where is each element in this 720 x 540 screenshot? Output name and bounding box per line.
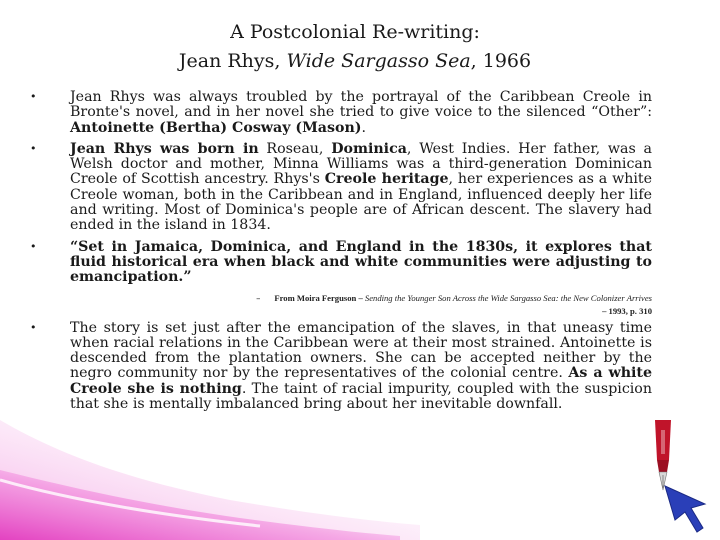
bullet-list — [28, 90, 652, 412]
bullet-text: , West Indies. Her father, was a Welsh doctor and mother, Minna Williams was a third-generation Dominican Creole of Scottish ancestry. Rhys's — [70, 140, 652, 188]
source-prefix: From Moira Ferguson – — [274, 292, 365, 303]
title-line-2 — [120, 47, 590, 76]
quote-text: “Set in Jamaica, Dominica, and England in the 1830s, it explores that fluid historical era when black and white communities were adjusting to emancipation.” — [70, 238, 652, 286]
bullet-marker: • — [30, 141, 37, 155]
title-book: Wide Sargasso Sea — [286, 50, 471, 72]
bullet-bold-text: Jean Rhys was born in — [70, 140, 259, 157]
bullet-marker: • — [30, 90, 37, 103]
bullet-text: , her experiences as a white Creole woman, both in the Caribbean and in England, influenced deeply her life and writing. Most of Dominica's people are of African descent. The slavery had ended in the island in 1834. — [70, 171, 652, 234]
source-year: – 1993, p. 310 — [602, 305, 652, 316]
bullet-marker: • — [30, 239, 37, 253]
slide-title — [120, 18, 590, 76]
bullet-text: . — [361, 119, 366, 136]
bullet-text: Roseau, — [258, 140, 332, 157]
bullet-item-quote — [28, 240, 652, 286]
bullet-bold-text: Antoinette (Bertha) Cosway (Mason) — [70, 119, 362, 136]
bullet-marker: • — [30, 320, 37, 334]
title-author: Jean Rhys, — [178, 50, 287, 72]
bullet-item-story — [28, 321, 652, 413]
bullet-bold-text: As a white Creole she is nothing — [70, 365, 652, 397]
source-title: Sending the Younger Son Across the Wide Sargasso Sea: the New Colonizer Arrives — [364, 292, 652, 303]
arrow-cursor-icon — [645, 420, 717, 538]
title-year: , 1966 — [470, 50, 532, 72]
bullet-item-rhys-troubled — [28, 90, 652, 136]
bullet-text: . The taint of racial impurity, coupled with the suspicion that she is mentally imbalanced bring about her inevitable downfall. — [70, 380, 652, 413]
bullet-bold-text: Dominica — [331, 140, 407, 157]
bullet-text: Jean Rhys was always troubled by the portrayal of the Caribbean Creole in Bronte's novel, and in her novel she tried to give voice to the silenced “Other”: — [70, 89, 652, 121]
title-line-1: A Postcolonial Re-writing: — [230, 21, 480, 43]
bullet-text: The story is set just after the emancipation of the slaves, in that uneasy time when racial relations in the Caribbean were at their most strained. Antoinette is descended from the plantation owners. She can be accepted neither by the negro community nor by the representatives of the colonial centre. — [70, 319, 652, 382]
bullet-bold-text: Creole heritage — [324, 171, 449, 188]
source-dash: – — [256, 293, 261, 304]
quote-source — [28, 292, 652, 317]
bullet-item-rhys-born — [28, 142, 652, 234]
